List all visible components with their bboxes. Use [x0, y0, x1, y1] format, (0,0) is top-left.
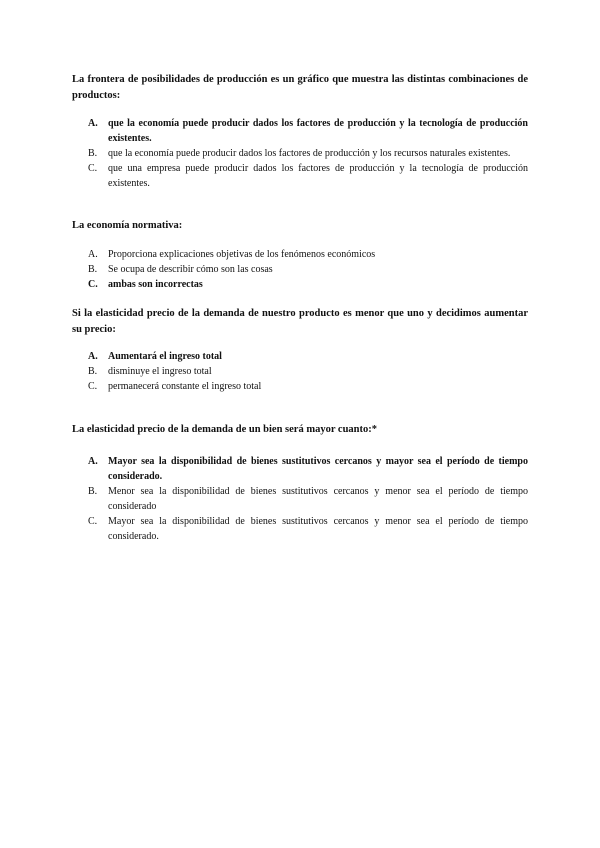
question-4-option-b — [88, 484, 528, 514]
option-text: disminuye el ingreso total — [108, 366, 212, 377]
question-1-text: La frontera de posibilidades de producción es un gráfico que muestra las distintas combinaciones de productos: — [72, 74, 528, 101]
question-1-option-c — [88, 161, 528, 191]
question-1-option-b — [88, 146, 528, 161]
question-3-option-c — [88, 379, 528, 394]
question-3-option-b — [88, 364, 528, 379]
option-letter: A. — [88, 118, 98, 129]
question-2-text: La economía normativa: — [72, 220, 183, 231]
option-letter: A. — [88, 456, 98, 467]
option-letter: A. — [88, 351, 98, 362]
option-text: Proporciona explicaciones objetivas de los fenómenos económicos — [108, 249, 376, 260]
question-4-options — [88, 454, 528, 544]
option-letter: B. — [88, 148, 98, 159]
option-letter: C. — [88, 163, 98, 174]
question-1-options — [88, 116, 528, 191]
question-4-option-a — [88, 454, 528, 484]
option-letter: B. — [88, 486, 98, 497]
question-2-option-a — [88, 247, 528, 262]
option-text: que una empresa puede producir dados los factores de producción y la tecnología de producción existentes. — [108, 163, 528, 189]
question-3-text: Si la elasticidad precio de la demanda de nuestro producto es menor que uno y decidimos aumentar su precio: — [72, 308, 528, 335]
option-letter: C. — [88, 279, 98, 290]
question-2-option-b — [88, 262, 528, 277]
option-letter: A. — [88, 249, 98, 260]
option-text: permanecerá constante el ingreso total — [108, 381, 262, 392]
option-text: que la economía puede producir dados los factores de producción y los recursos naturales existentes. — [108, 148, 511, 159]
question-1-option-a — [88, 116, 528, 146]
question-2-option-c — [88, 277, 528, 292]
option-letter: C. — [88, 516, 98, 527]
option-text: Mayor sea la disponibilidad de bienes sustitutivos cercanos y mayor sea el período de tiempo considerado. — [108, 456, 528, 482]
option-letter: B. — [88, 264, 98, 275]
question-2-options — [88, 247, 528, 292]
option-text: Menor sea la disponibilidad de bienes sustitutivos cercanos y menor sea el período de tiempo considerado — [108, 486, 528, 512]
question-3-options — [88, 349, 528, 394]
option-text: Mayor sea la disponibilidad de bienes sustitutivos cercanos y menor sea el período de tiempo considerado. — [108, 516, 528, 542]
option-letter: B. — [88, 366, 98, 377]
option-text: Se ocupa de describir cómo son las cosas — [108, 264, 273, 275]
option-text: que la economía puede producir dados los factores de producción y la tecnología de producción existentes. — [108, 118, 528, 144]
option-text: ambas son incorrectas — [108, 279, 203, 290]
question-4-text: La elasticidad precio de la demanda de un bien será mayor cuanto:* — [72, 424, 377, 435]
option-text: Aumentará el ingreso total — [108, 351, 222, 362]
question-4-option-c — [88, 514, 528, 544]
option-letter: C. — [88, 381, 98, 392]
question-3-option-a — [88, 349, 528, 364]
